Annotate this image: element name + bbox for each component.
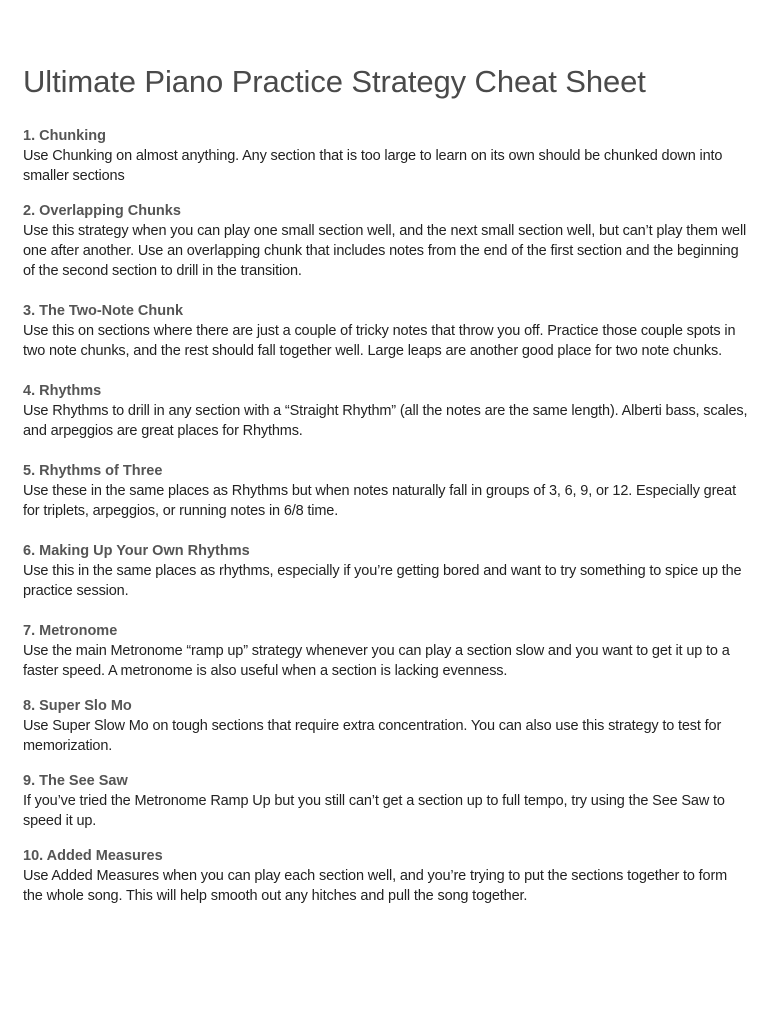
section-heading: 10. Added Measures [23,848,163,864]
section-text: Use Chunking on almost anything. Any section that is too large to learn on its own should be chunked down into smaller sections [23,148,723,184]
page-title: Ultimate Piano Practice Strategy Cheat Sheet [23,64,646,99]
section-metronome [23,621,749,681]
section-text: Use this strategy when you can play one small section well, and the next small section well, but can’t play them well one after another. Use an overlapping chunk that includes notes from the end of the first section and the beginning of the second section to drill in the transition. [23,223,747,279]
section-text: Use Rhythms to drill in any section with a “Straight Rhythm” (all the notes are the same length). Alberti bass, scales, and arpeggios are great places for Rhythms. [23,403,748,439]
cheat-sheet-page [23,62,749,906]
section-heading: 4. Rhythms [23,383,102,399]
section-heading: 1. Chunking [23,128,106,144]
section-text: Use these in the same places as Rhythms but when notes naturally fall in groups of 3, 6, 9, or 12. Especially great for triplets, arpeggios, or running notes in 6/8 time. [23,483,736,519]
section-heading: 7. Metronome [23,623,118,639]
section-added-measures [23,846,749,906]
section-text: Use Added Measures when you can play each section well, and you’re trying to put the sections together to form the whole song. This will help smooth out any hitches and pull the song together. [23,868,728,904]
section-rhythms-of-three [23,461,749,521]
section-two-note-chunk [23,301,749,361]
section-overlapping-chunks [23,201,749,281]
section-rhythms [23,381,749,441]
section-heading: 8. Super Slo Mo [23,698,132,714]
section-text: Use the main Metronome “ramp up” strategy whenever you can play a section slow and you want to get it up to a faster speed. A metronome is also useful when a section is lacking evenness. [23,643,730,679]
section-text: Use this on sections where there are just a couple of tricky notes that throw you off. Practice those couple spots in two note chunks, and the rest should fall together well. Large leaps are another good place for two note chunks. [23,323,736,359]
section-heading: 3. The Two-Note Chunk [23,303,184,319]
section-text: Use this in the same places as rhythms, especially if you’re getting bored and want to try something to spice up the practice session. [23,563,742,599]
section-super-slo-mo [23,696,749,756]
section-text: If you’ve tried the Metronome Ramp Up but you still can’t get a section up to full tempo, try using the See Saw to speed it up. [23,793,725,829]
section-own-rhythms [23,541,749,601]
section-chunking [23,126,749,186]
section-heading: 6. Making Up Your Own Rhythms [23,543,250,559]
section-text: Use Super Slow Mo on tough sections that require extra concentration. You can also use this strategy to test for memorization. [23,718,722,754]
section-see-saw [23,771,749,831]
section-heading: 5. Rhythms of Three [23,463,163,479]
section-heading: 9. The See Saw [23,773,128,789]
section-heading: 2. Overlapping Chunks [23,203,181,219]
